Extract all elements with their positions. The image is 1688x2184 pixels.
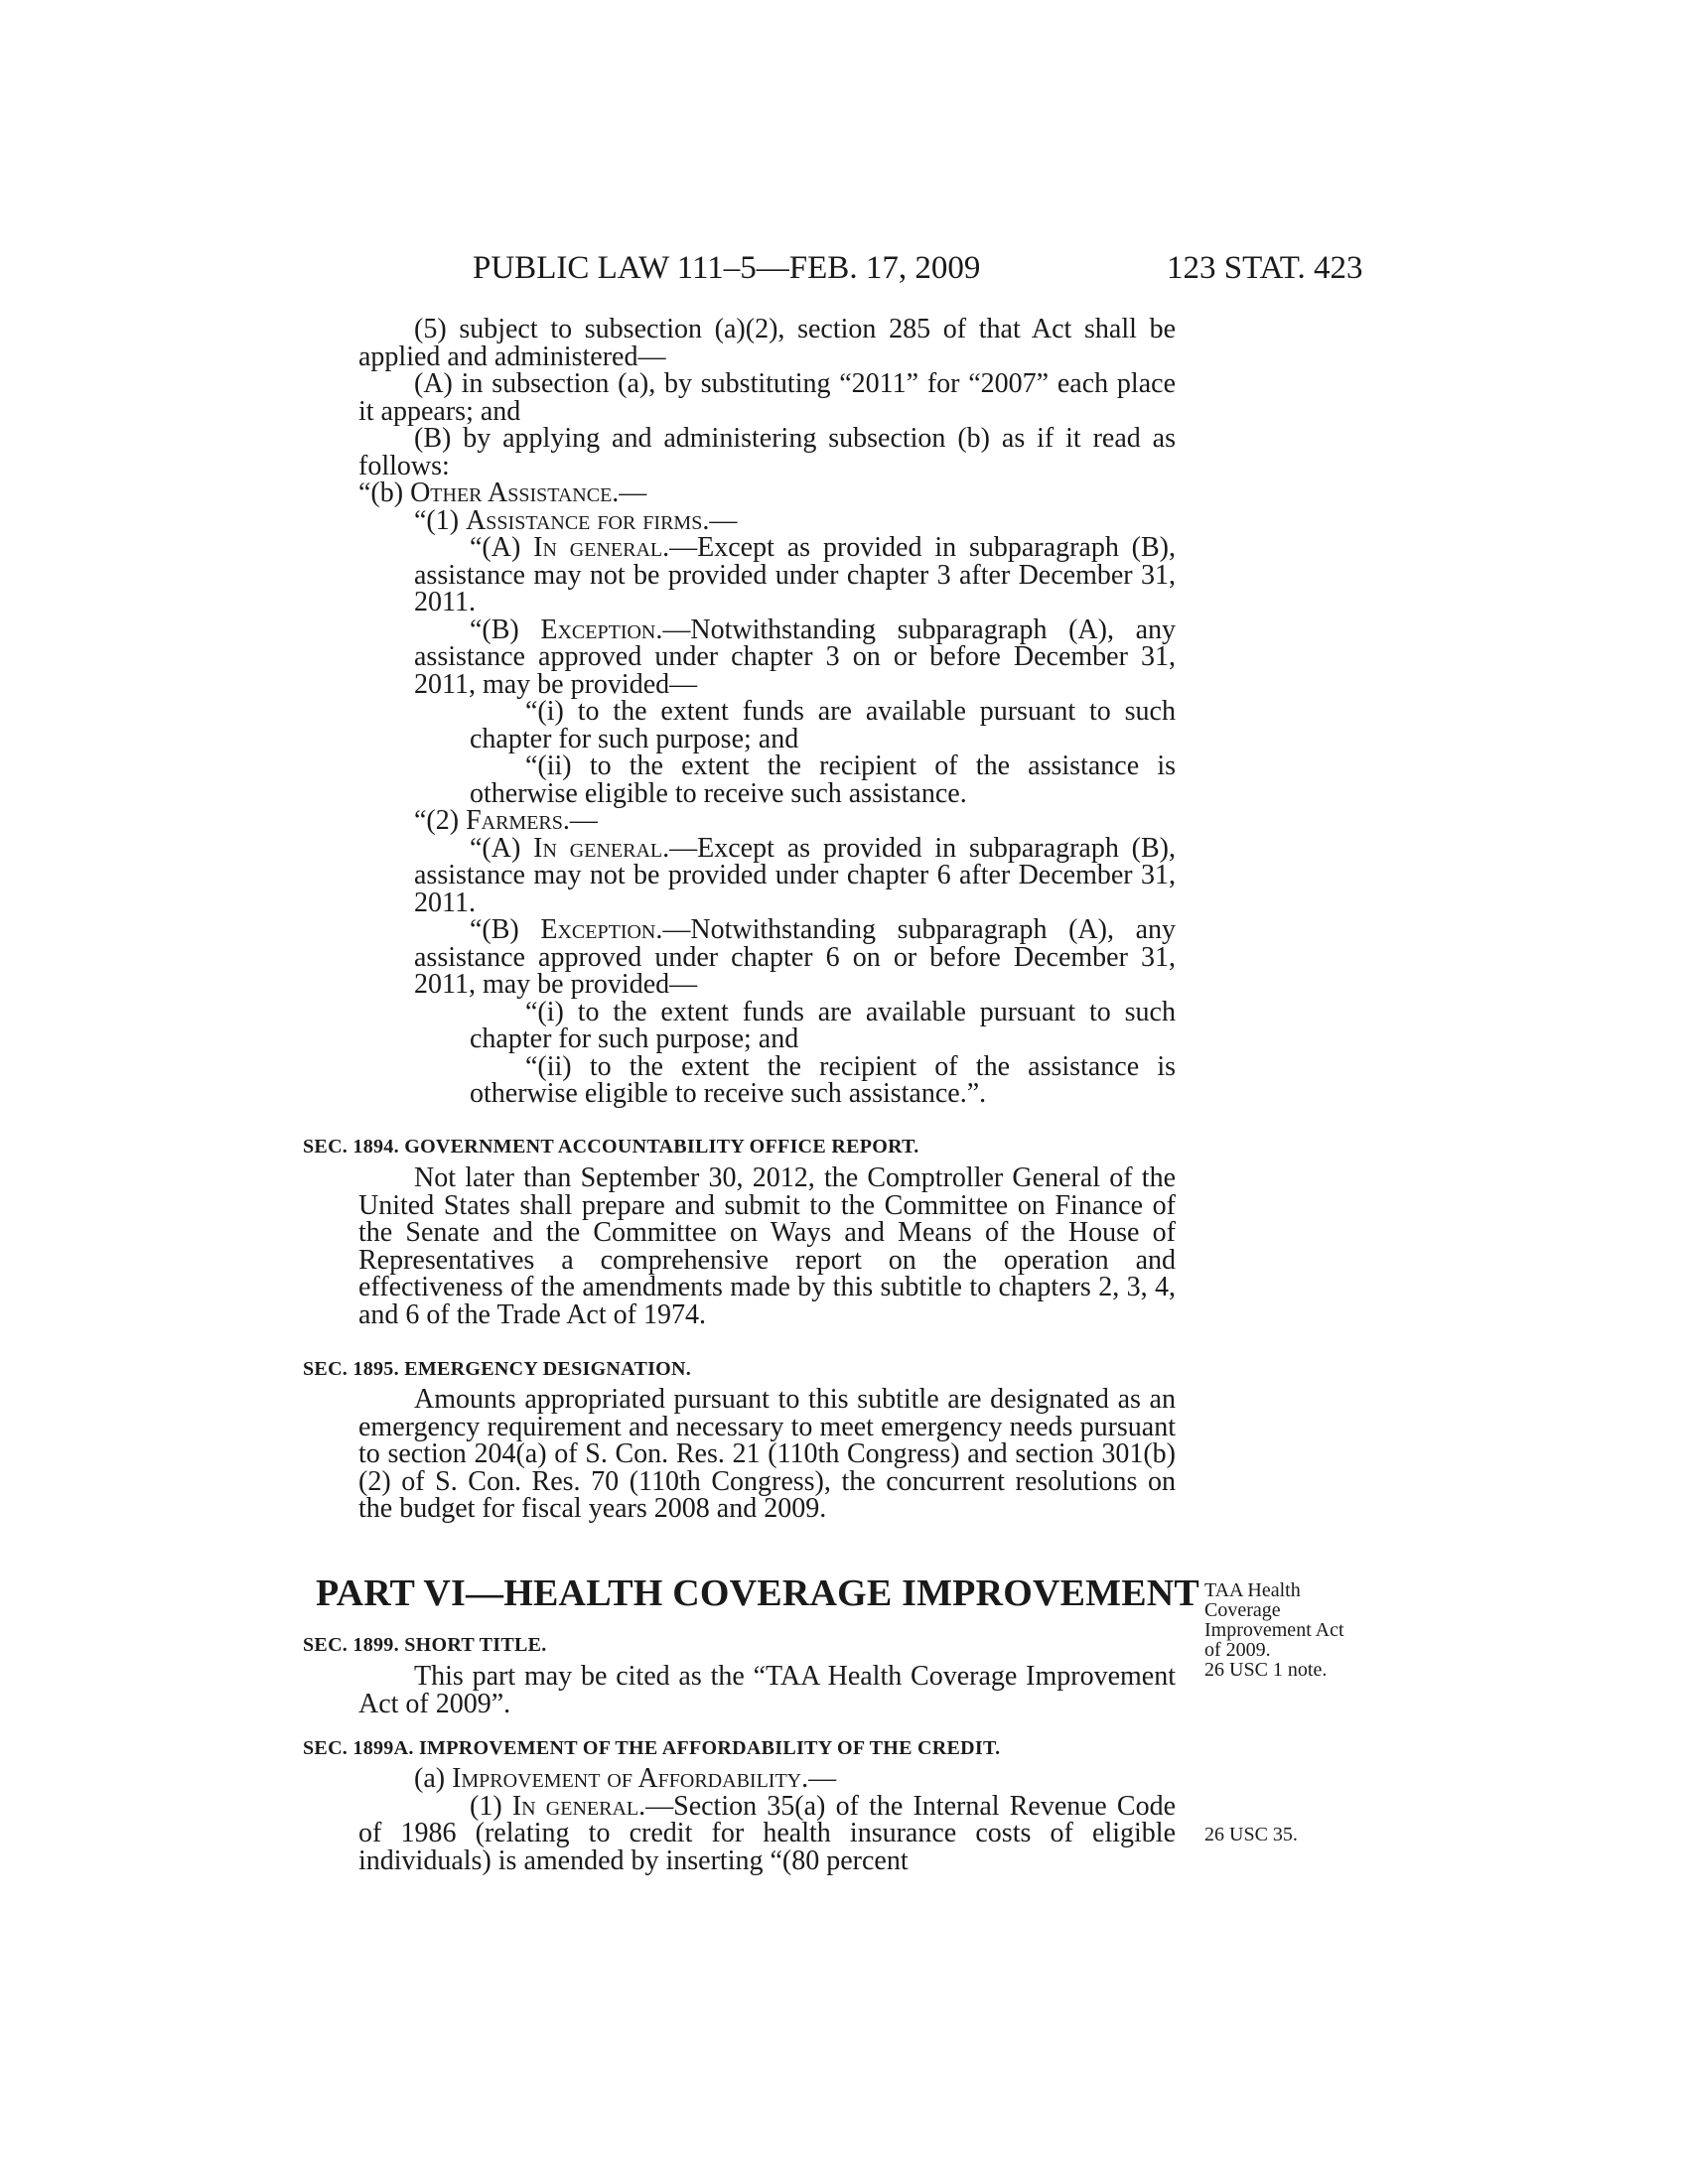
sec-1899-body (358, 1663, 1176, 1717)
running-header-law: PUBLIC LAW 111–5—FEB. 17, 2009 (473, 250, 981, 286)
margin-note-short-title: TAA Health Coverage Improvement Act of 2009. 26 USC 1 note. (1204, 1579, 1344, 1681)
para-5-A: (A) in subsection (a), by substituting “2011” for “2007” each place it appears; and (358, 368, 1176, 427)
sec-1894-body (358, 1164, 1176, 1328)
part-heading: PART VI—HEALTH COVERAGE IMPROVEMENT (316, 1572, 1199, 1614)
para-5-B: (B) by applying and administering subsection (b) as if it read as follows: (358, 423, 1176, 481)
sec-1899-heading: SEC. 1899. SHORT TITLE. (303, 1634, 547, 1656)
para-5: (5) subject to subsection (a)(2), section 285 of that Act shall be applied and administered— (358, 314, 1176, 372)
continued-provisions (358, 316, 1176, 1108)
b2-B-ii: “(ii) to the extent the recipient of the assistance is otherwise eligible to receive such assistance.”. (470, 1050, 1176, 1109)
sec-1899a-1: (1) In general.—Section 35(a) of the Internal Revenue Code of 1986 (relating to credit for health insurance costs of eligible individuals) is amended by inserting “(80 percent (358, 1790, 1176, 1876)
sec-1899-text: This part may be cited as the “TAA Health Coverage Improvement Act of 2009”. (358, 1661, 1176, 1719)
sec-1899a-heading: SEC. 1899A. IMPROVEMENT OF THE AFFORDABILITY OF THE CREDIT. (303, 1737, 1001, 1759)
sec-1895-text: Amounts appropriated pursuant to this subtitle are designated as an emergency requirement and necessary to meet emergency needs pursuant to section 204(a) of S. Con. Res. 21 (110th Congress) and section 301(b)(2) of S. Con. Res. 70 (110th Congress), the concurrent resolutions on the budget for fiscal years 2008 and 2009. (358, 1384, 1176, 1524)
sec-1895-heading: SEC. 1895. EMERGENCY DESIGNATION. (303, 1358, 692, 1380)
b1-B-ii: “(ii) to the extent the recipient of the assistance is otherwise eligible to receive such assistance. (470, 751, 1176, 809)
sec-1899a-a: (a) Improvement of Affordability.— (414, 1763, 837, 1794)
b2-heading: “(2) Farmers.— (414, 805, 598, 836)
sec-1894-text: Not later than September 30, 2012, the Comptroller General of the United States shall prepare and submit to the Committee on Finance of the Senate and the Committee on Ways and Means of the House of Representatives a comprehensive report on the operation and effectiveness of the amendments made by this subtitle to chapters 2, 3, 4, and 6 of the Trade Act of 1974. (358, 1162, 1176, 1330)
sec-1899a-body (358, 1765, 1176, 1874)
b2-B: “(B) Exception.—Notwithstanding subparagraph (A), any assistance approved under chapter 6 on or before December 31, 2011, may be provided— (414, 914, 1176, 1000)
sec-1894-heading: SEC. 1894. GOVERNMENT ACCOUNTABILITY OFFICE REPORT. (303, 1136, 919, 1158)
b1-heading: “(1) Assistance for firms.— (414, 504, 738, 536)
b1-B-i: “(i) to the extent funds are available pursuant to such chapter for such purpose; and (470, 696, 1176, 754)
b2-A: “(A) In general.—Except as provided in subparagraph (B), assistance may not be provided under chapter 6 after December 31, 2011. (414, 832, 1177, 918)
sec-1895-body (358, 1386, 1176, 1523)
b1-B: “(B) Exception.—Notwithstanding subparagraph (A), any assistance approved under chapter 3 on or before December 31, 2011, may be provided— (414, 614, 1176, 700)
b1-A: “(A) In general.—Except as provided in subparagraph (B), assistance may not be provided under chapter 3 after December 31, 2011. (414, 532, 1177, 617)
margin-note-usc35: 26 USC 35. (1204, 1824, 1298, 1845)
b2-B-i: “(i) to the extent funds are available pursuant to such chapter for such purpose; and (470, 996, 1176, 1054)
subsec-b-heading: “(b) Other Assistance.— (358, 478, 647, 508)
running-header-stat: 123 STAT. 423 (1167, 250, 1363, 286)
